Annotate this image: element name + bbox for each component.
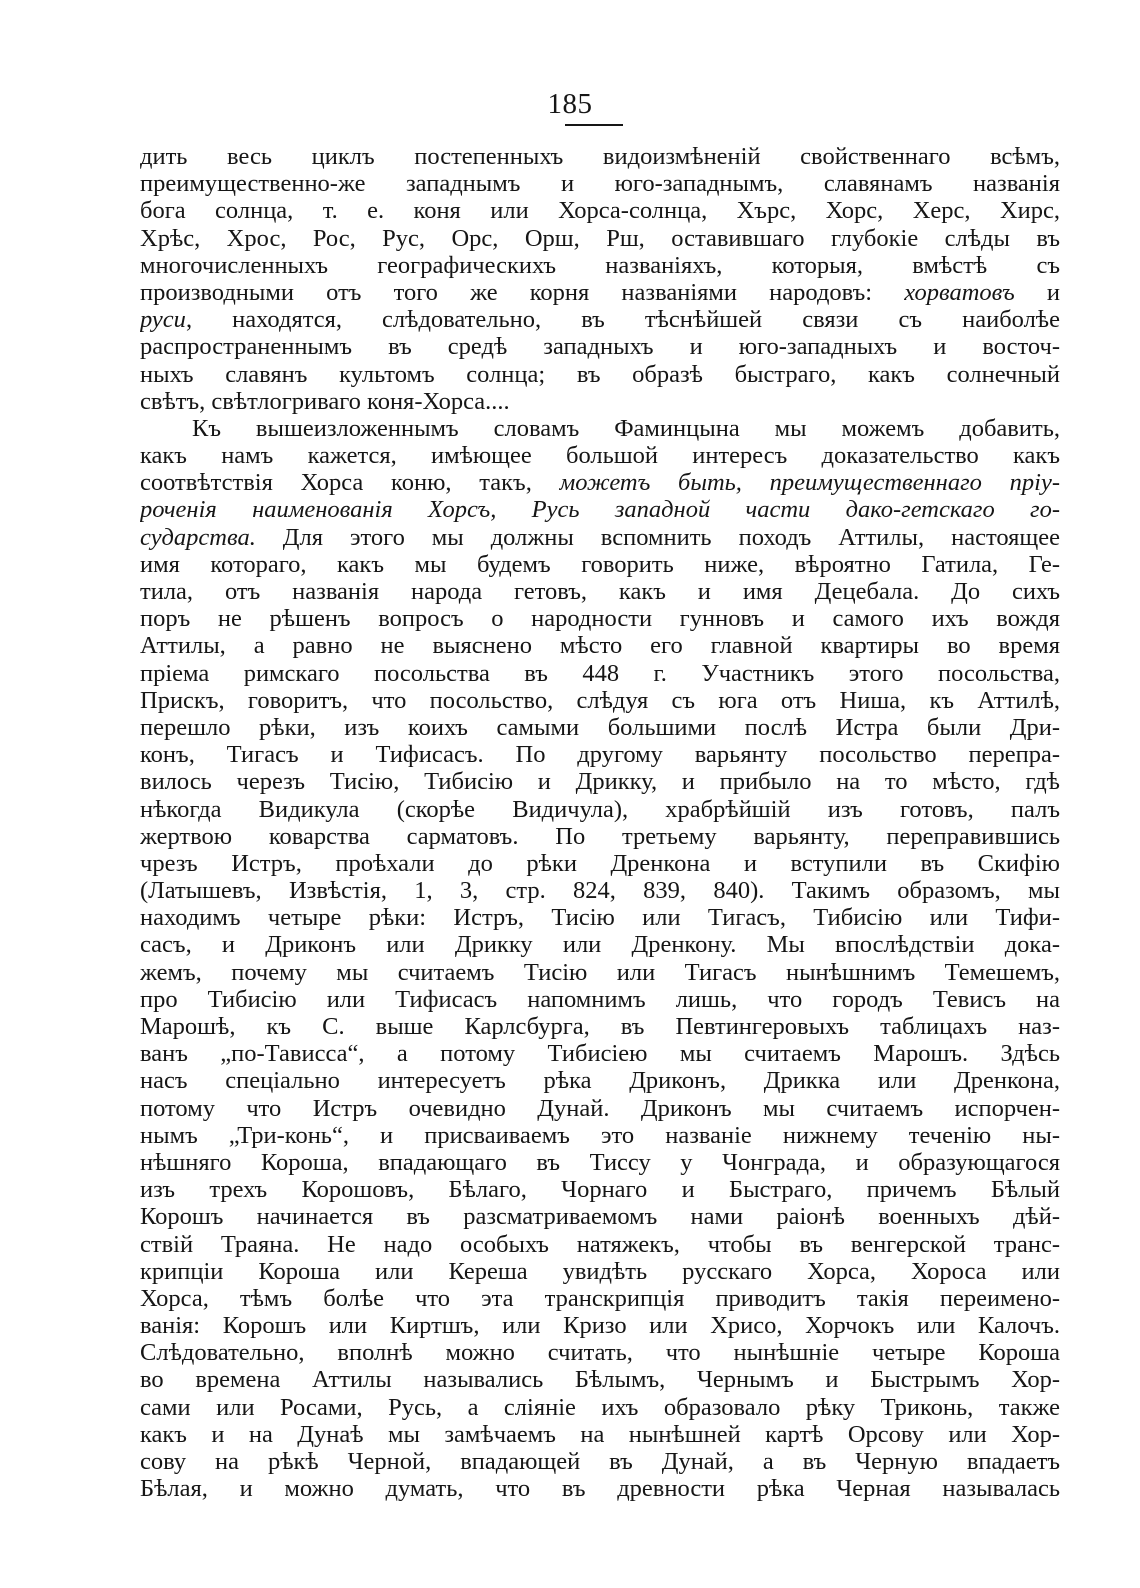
text-line: тила, отъ названія народа гетовъ, какъ и имя Децебала. До сихъ bbox=[140, 578, 1060, 605]
italic-term: можетъ быть, преимущественнаго пріу- bbox=[559, 469, 1060, 497]
text-line: Корошъ начинается въ разсматриваемомъ нами раіонѣ военныхъ дѣй- bbox=[140, 1203, 1060, 1231]
text-line: потому что Истръ очевидно Дунай. Дриконъ мы считаемъ испорчен- bbox=[140, 1094, 1060, 1122]
text-line: нымъ „Три-конь“, и присваиваемъ это названіе нижнему теченію ны- bbox=[140, 1121, 1060, 1149]
text-line: Хорса, тѣмъ болѣе что эта транскрипція приводитъ такія переимено- bbox=[140, 1284, 1060, 1312]
text-line: руси, находятся, слѣдовательно, въ тѣснѣйшей связи съ наиболѣе bbox=[140, 306, 1060, 334]
text-line bbox=[140, 496, 1060, 523]
text-line: соотвѣтствія Хорса коню, такъ, можетъ быть, преимущественнаго пріу- bbox=[140, 469, 1060, 497]
body-text bbox=[140, 143, 1060, 1502]
text-line: бога солнца, т. е. коня или Хорса-солнца, Хърс, Хорс, Херс, Хирс, bbox=[140, 197, 1060, 225]
text-line: находимъ четыре рѣки: Истръ, Тисію или Тигасъ, Тибисію или Тифи- bbox=[140, 904, 1060, 932]
text-line: нѣкогда Видикула (скорѣе Видичула), храбрѣйшій изъ готовъ, палъ bbox=[140, 795, 1060, 823]
text-line: поръ не рѣшенъ вопросъ о народности гунновъ и самого ихъ вождя bbox=[140, 605, 1060, 633]
text-line: пріема римскаго посольства въ 448 г. Участникъ этого посольства, bbox=[140, 659, 1060, 687]
text-line: свѣтъ, свѣтлогриваго коня-Хорса.... bbox=[140, 387, 510, 415]
text-line: во времена Аттилы назывались Бѣлымъ, Чернымъ и Быстрымъ Хор- bbox=[140, 1366, 1060, 1394]
text-line: сами или Росами, Русь, а сліяніе ихъ образовало рѣку Триконь, также bbox=[140, 1393, 1060, 1421]
text-line: Марошѣ, къ С. выше Карлсбурга, въ Певтингеровыхъ таблицахъ наз- bbox=[140, 1013, 1060, 1040]
text-line: Хрѣс, Хрос, Рос, Рус, Орс, Орш, Рш, оставившаго глубокіе слѣды въ bbox=[140, 224, 1060, 252]
text-line: жемъ, почему мы считаемъ Тисію или Тигасъ нынѣшнимъ Темешемъ, bbox=[140, 958, 1060, 986]
text-line: Прискъ, говоритъ, что посольство, слѣдуя съ юга отъ Ниша, къ Аттилѣ, bbox=[140, 686, 1060, 714]
text-line: какъ намъ кажется, имѣющее большой интересъ доказательство какъ bbox=[140, 442, 1060, 470]
italic-term: роченія наименованія Хорсъ, Русь западной части дако-гетскаго го- bbox=[140, 496, 1060, 524]
text-line: изъ трехъ Корошовъ, Бѣлаго, Чорнаго и Быстраго, причемъ Бѣлый bbox=[140, 1176, 1060, 1204]
text-line: конъ, Тигасъ и Тифисасъ. По другому варьянту посольство перепра- bbox=[140, 741, 1060, 769]
text-line: преимущественно-же западнымъ и юго-западнымъ, славянамъ названія bbox=[140, 170, 1060, 198]
text-line: чрезъ Истръ, проѣхали до рѣки Дренкона и вступили въ Скифію bbox=[140, 849, 1060, 877]
text-line: какъ и на Дунаѣ мы замѣчаемъ на нынѣшней картѣ Орсову или Хор- bbox=[140, 1420, 1060, 1448]
text-line: насъ спеціально интересуетъ рѣка Дриконъ, Дрикка или Дренкона, bbox=[140, 1067, 1060, 1095]
text-line: ванъ „по-Тависса“, а потому Тибисіею мы считаемъ Марошъ. Здѣсь bbox=[140, 1040, 1060, 1068]
text-line: ствій Траяна. Не надо особыхъ натяжекъ, чтобы въ венгерской транс- bbox=[140, 1230, 1060, 1258]
italic-term: руси bbox=[140, 306, 186, 334]
text-line: Къ вышеизложеннымъ словамъ Фаминцына мы можемъ добавить, bbox=[192, 414, 1060, 442]
text-line: производными отъ того же корня названіями народовъ: хорватовъ и bbox=[140, 278, 1060, 306]
text-line: сасъ, и Дриконъ или Дрикку или Дренкону. Мы впослѣдствіи дока- bbox=[140, 931, 1060, 959]
text-line: Бѣлая, и можно думать, что въ древности рѣка Черная называлась bbox=[140, 1475, 1060, 1503]
text-line: дить весь циклъ постепенныхъ видоизмѣненій свойственнаго всѣмъ, bbox=[140, 143, 1060, 170]
page-number: 185 bbox=[547, 88, 593, 120]
text-line: многочисленныхъ географическихъ названіяхъ, которыя, вмѣстѣ съ bbox=[140, 251, 1060, 279]
text-line: ныхъ славянъ культомъ солнца; въ образѣ быстраго, какъ солнечный bbox=[140, 360, 1060, 388]
text-line: распространеннымъ въ средѣ западныхъ и юго-западныхъ и восточ- bbox=[140, 333, 1060, 361]
text-line: сову на рѣкѣ Черной, впадающей въ Дунай, а въ Черную впадаетъ bbox=[140, 1448, 1060, 1475]
text-line: крипціи Короша или Кереша увидѣть русскаго Хорса, Хороса или bbox=[140, 1257, 1060, 1285]
text-line: перешло рѣки, изъ коихъ самыми большими послѣ Истра были Дри- bbox=[140, 713, 1060, 741]
text-line: Аттилы, а равно не выяснено мѣсто его главной квартиры во время bbox=[140, 632, 1060, 660]
text-line: (Латышевъ, Извѣстія, 1, 3, стр. 824, 839, 840). Такимъ образомъ, мы bbox=[140, 877, 1060, 905]
text-line: жертвою коварства сарматовъ. По третьему варьянту, переправившись bbox=[140, 822, 1060, 850]
text-line: вилось черезъ Тисію, Тибисію и Дрикку, и прибыло на то мѣсто, гдѣ bbox=[140, 768, 1060, 796]
text-line: нѣшняго Короша, впадающаго въ Тиссу у Чонграда, и образующагося bbox=[140, 1148, 1060, 1176]
text-line: Слѣдовательно, вполнѣ можно считать, что нынѣшніе четыре Короша bbox=[140, 1339, 1060, 1367]
text-line: про Тибисію или Тифисасъ напомнимъ лишь, что городъ Тевисъ на bbox=[140, 985, 1060, 1013]
italic-term: хорватовъ bbox=[904, 278, 1015, 306]
text-line: сударства. Для этого мы должны вспомнить походъ Аттилы, настоящее bbox=[140, 523, 1060, 551]
page-number-underline bbox=[565, 124, 623, 126]
italic-term: сударства. bbox=[140, 523, 256, 551]
text-line: ванія: Корошъ или Киртшъ, или Кризо или Хрисо, Хорчокъ или Калочъ. bbox=[140, 1312, 1060, 1340]
text-line: имя котораго, какъ мы будемъ говорить ниже, вѣроятно Гатила, Ге- bbox=[140, 550, 1060, 578]
